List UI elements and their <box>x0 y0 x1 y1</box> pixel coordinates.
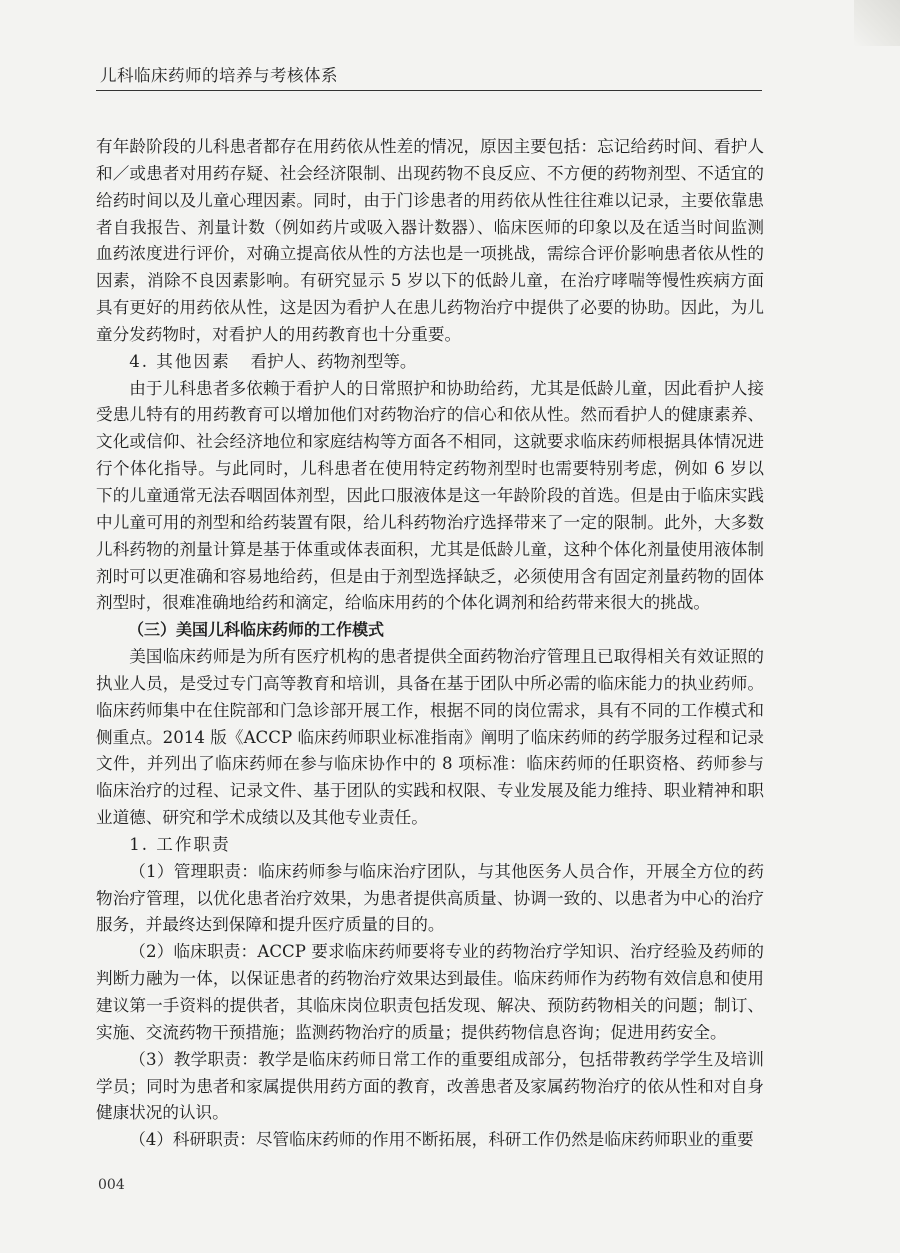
page-corner-shadow <box>854 0 900 46</box>
item-1-duties-heading: 1. 工作职责 <box>129 834 231 854</box>
running-title: 儿科临床药师的培养与考核体系 <box>100 66 338 85</box>
paragraph-caregiver-dosage-forms: 由于儿科患者多依赖于看护人的日常照护和协助给药，尤其是低龄儿童，因此看护人接受患儿特有的用药教育可以增加他们对药物治疗的信心和依从性。然而看护人的健康素养、文化或信仰、社会经济地位和家庭结构等方面各不相同，这就要求临床药师根据具体情况进行个体化指导。与此同时，儿科患者在使用特定药物剂型时也需要特别考虑，例如 6 岁以下的儿童通常无法吞咽固体剂型，因此口服液体是这一年龄阶段的首选。但是由于临床实践中儿童可用的剂型和给药装置有限，给儿科药物治疗选择带来了一定的限制。此外，大多数儿科药物的剂量计算是基于体重或体表面积，尤其是低龄儿童，这种个体化剂量使用液体制剂时可以更准确和容易地给药，但是由于剂型选择缺乏，必须使用含有固定剂量药物的固体剂型时，很难准确地给药和滴定，给临床用药的个体化调剂和给药带来很大的挑战。 <box>96 378 764 613</box>
item-4-other-factors <box>96 349 764 376</box>
duty-management: （1）管理职责：临床药师参与临床治疗团队，与其他医务人员合作，开展全方位的药物治疗管理，以优化患者治疗效果，为患者提供高质量、协调一致的、以患者为中心的治疗服务，并最终达到保障和提升医疗质量的目的。 <box>96 861 764 935</box>
running-header <box>96 58 762 91</box>
item-4-label: 4. 其他因素 <box>129 351 231 371</box>
duty-clinical: （2）临床职责：ACCP 要求临床药师要将专业的药物治疗学知识、治疗经验及药师的判断力融为一体，以保证患者的药物治疗效果达到最佳。临床药师作为药物有效信息和使用建议第一手资料的提供者，其临床岗位职责包括发现、解决、预防药物相关的问题；制订、实施、交流药物干预措施；监测药物治疗的质量；提供药物信息咨询；促进用药安全。 <box>96 942 764 1042</box>
section-3-heading: （三）美国儿科临床药师的工作模式 <box>128 620 385 640</box>
paragraph-adherence-continued: 有年龄阶段的儿科患者都存在用药依从性差的情况，原因主要包括：忘记给药时间、看护人和／或患者对用药存疑、社会经济限制、出现药物不良反应、不方便的药物剂型、不适宜的给药时间以及儿童心理因素。同时，由于门诊患者的用药依从性往往难以记录，主要依靠患者自我报告、剂量计数（例如药片或吸入器计数器）、临床医师的印象以及在适当时间监测血药浓度进行评价，对确立提高依从性的方法也是一项挑战，需综合评价影响患者依从性的因素，消除不良因素影响。有研究显示 5 岁以下的低龄儿童，在治疗哮喘等慢性疾病方面具有更好的用药依从性，这是因为看护人在患儿药物治疗中提供了必要的协助。因此，为儿童分发药物时，对看护人的用药教育也十分重要。 <box>96 137 764 344</box>
duty-teaching: （3）教学职责：教学是临床药师日常工作的重要组成部分，包括带教药学学生及培训学员；同时为患者和家属提供用药方面的教育，改善患者及家属药物治疗的依从性和对自身健康状况的认识。 <box>96 1049 764 1123</box>
main-body <box>96 134 764 1154</box>
item-4-text: 看护人、药物剂型等。 <box>250 351 417 371</box>
paragraph-us-clinical-pharmacist: 美国临床药师是为所有医疗机构的患者提供全面药物治疗管理且已取得相关有效证照的执业人员，是受过专门高等教育和培训，具备在基于团队中所必需的临床能力的执业药师。临床药师集中在住院部和门急诊部开展工作，根据不同的岗位需求，具有不同的工作模式和侧重点。2014 版《ACCP 临床药师职业标准指南》阐明了临床药师的药学服务过程和记录文件，并列出了临床药师在参与临床协作中的 8 项标准：临床药师的任职资格、药师参与临床治疗的过程、记录文件、基于团队的实践和权限、专业发展及能力维持、职业精神和职业道德、研究和学术成绩以及其他专业责任。 <box>96 647 764 828</box>
duty-research: （4）科研职责：尽管临床药师的作用不断拓展，科研工作仍然是临床药师职业的重要 <box>129 1130 754 1150</box>
page-number: 004 <box>98 1177 125 1193</box>
